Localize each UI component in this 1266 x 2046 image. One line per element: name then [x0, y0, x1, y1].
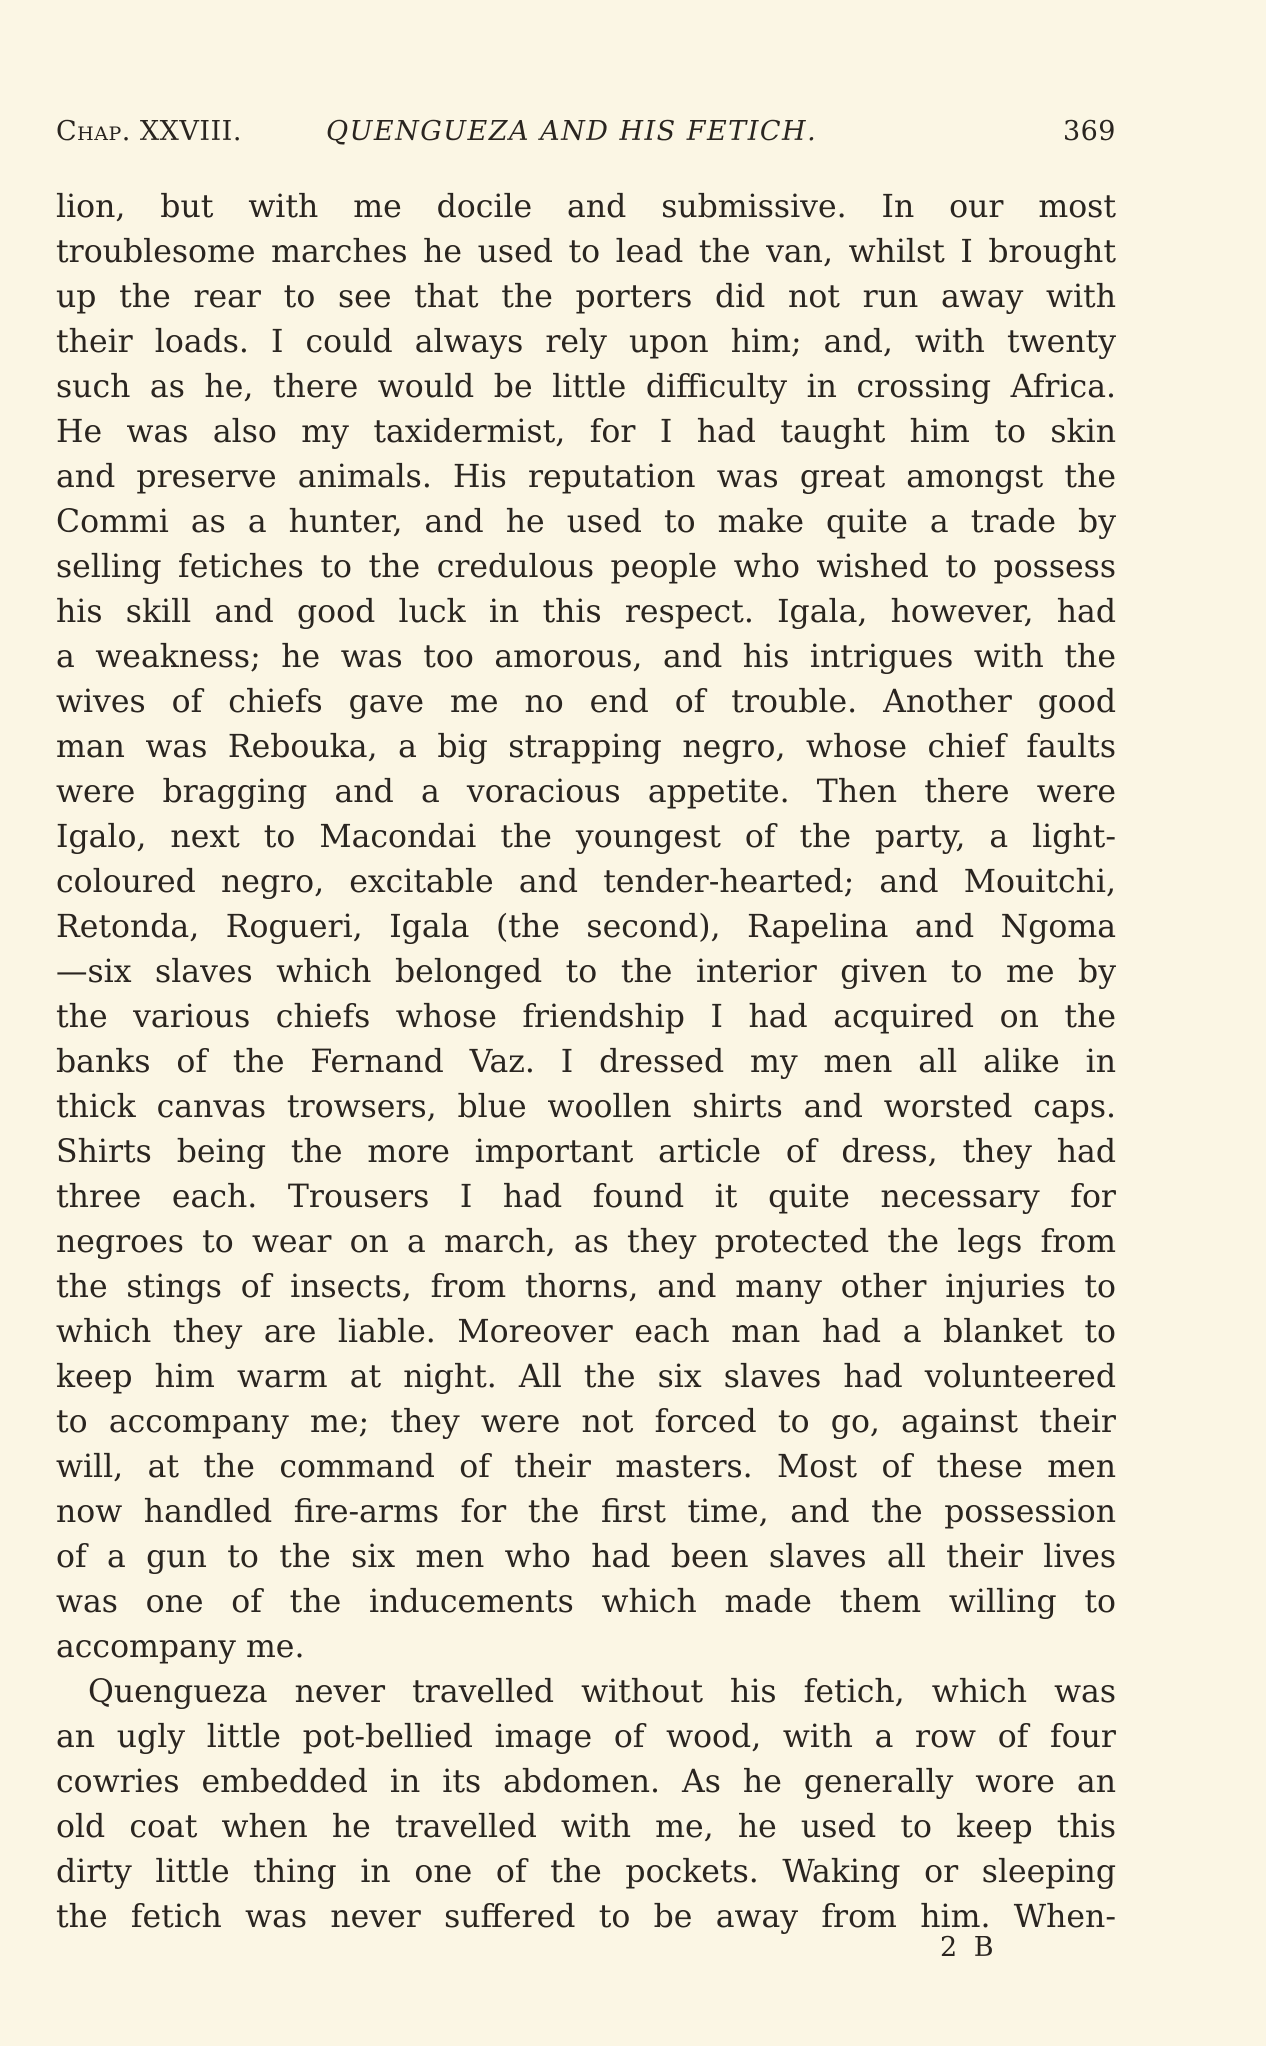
text-line: to accompany me; they were not forced to go, against their: [56, 1404, 1116, 1440]
text-line: a weakness; he was too amorous, and his intrigues with the: [56, 639, 1116, 675]
text-line: were bragging and a voracious appetite. Then there were: [56, 774, 1116, 810]
chapter-title: QUENGUEZA AND HIS FETICH.: [326, 116, 818, 147]
text-line: Retonda, Rogueri, Igala (the second), Rapelina and Ngoma: [56, 909, 1116, 945]
text-line: which they are liable. Moreover each man had a blanket to: [56, 1314, 1116, 1350]
text-line: man was Rebouka, a big strapping negro, whose chief faults: [56, 729, 1116, 765]
running-head: [56, 112, 1116, 152]
text-line: three each. Trousers I had found it quite necessary for: [56, 1179, 1116, 1215]
text-line: and preserve animals. His reputation was great amongst the: [56, 459, 1116, 495]
text-line: Igalo, next to Macondai the youngest of the party, a light-: [56, 819, 1116, 855]
text-line: negroes to wear on a march, as they protected the legs from: [56, 1224, 1116, 1260]
text-line: the various chiefs whose friendship I had acquired on the: [56, 999, 1116, 1035]
paragraph: [56, 185, 1116, 1670]
chapter-label: Chap. XXVIII.: [56, 116, 242, 147]
signature-mark: 2 B: [940, 1932, 998, 1963]
text-line: an ugly little pot-bellied image of wood, with a row of four: [56, 1719, 1116, 1755]
text-line: was one of the inducements which made them willing to: [56, 1584, 1116, 1620]
text-line: up the rear to see that the porters did not run away with: [56, 279, 1116, 315]
text-line: Quengueza never travelled without his fetich, which was: [88, 1674, 1116, 1710]
body-text: [56, 185, 1116, 1940]
text-line: banks of the Fernand Vaz. I dressed my men all alike in: [56, 1044, 1116, 1080]
text-line: his skill and good luck in this respect. Igala, however, had: [56, 594, 1116, 630]
text-line: lion, but with me docile and submissive. In our most: [56, 189, 1116, 225]
text-line: old coat when he travelled with me, he used to keep this: [56, 1809, 1116, 1845]
text-line: Shirts being the more important article of dress, they had: [56, 1134, 1116, 1170]
text-line: wives of chiefs gave me no end of trouble. Another good: [56, 684, 1116, 720]
text-line: —six slaves which belonged to the interior given to me by: [56, 954, 1116, 990]
text-line: accompany me.: [56, 1629, 305, 1665]
text-line: coloured negro, excitable and tender-hearted; and Mouitchi,: [56, 864, 1116, 900]
text-line: now handled fire-arms for the first time, and the possession: [56, 1494, 1116, 1530]
text-line: troublesome marches he used to lead the van, whilst I brought: [56, 234, 1116, 270]
text-line: such as he, there would be little difficulty in crossing Africa.: [56, 369, 1116, 405]
text-line: their loads. I could always rely upon him; and, with twenty: [56, 324, 1116, 360]
text-line: keep him warm at night. All the six slaves had volunteered: [56, 1359, 1116, 1395]
text-line: the stings of insects, from thorns, and many other injuries to: [56, 1269, 1116, 1305]
text-line: thick canvas trowsers, blue woollen shirts and worsted caps.: [56, 1089, 1116, 1125]
text-line: selling fetiches to the credulous people who wished to possess: [56, 549, 1116, 585]
text-line: the fetich was never suffered to be away from him. When-: [56, 1899, 1116, 1935]
text-line: He was also my taxidermist, for I had taught him to skin: [56, 414, 1116, 450]
text-line: will, at the command of their masters. Most of these men: [56, 1449, 1116, 1485]
text-line: dirty little thing in one of the pockets. Waking or sleeping: [56, 1854, 1116, 1890]
text-line: of a gun to the six men who had been slaves all their lives: [56, 1539, 1116, 1575]
paragraph: [56, 1670, 1116, 1940]
page-number: 369: [1062, 116, 1116, 147]
text-line: cowries embedded in its abdomen. As he generally wore an: [56, 1764, 1116, 1800]
text-line: Commi as a hunter, and he used to make quite a trade by: [56, 504, 1116, 540]
